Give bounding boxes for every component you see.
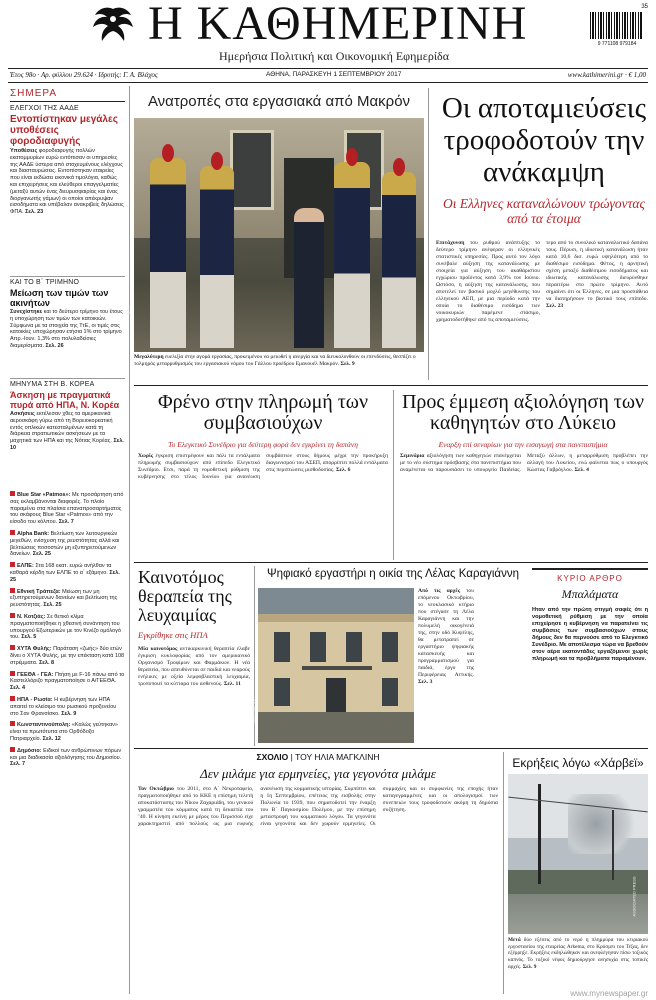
guard-plume [162,144,174,162]
brief-title: ΓΕΕΘΑ - ΓΕΑ: [17,671,54,678]
sidebar-kicker: ΜΗΝΥΜΑ ΣΤΗ Β. ΚΟΡΕΑ [10,381,95,388]
photo-credit: EPA [125,306,131,315]
section-rule [134,385,648,386]
issue-digits: 35 [641,4,648,10]
teachers-story-text: αξιολόγηση των καθηγητών επανέρχεται με το νέο σύστημα πρόσβασης στα πανεπιστήμια που αναμένεται να παρουσιάσει το υπουργείο Παιδείας. Μεταξύ άλλων, η μεταρρύθμιση προβλέπει την αλλαγή του Λυκείου, ενώ φαίνεται πως ο υπουργός Κώστας Γαβρόγλου. [400,453,648,473]
sidebar-label-rule [10,101,125,102]
contracts-story-subtitle: Το Ελεγκτικό Συνέδριο για δεύτερη φορά δεν εγκρίνει τη δαπάνη [168,440,358,449]
sidebar-item-ref: Σελ. 23 [25,209,44,216]
brief-ref: Σελ. 5 [21,634,37,641]
brief-item[interactable] [10,747,125,768]
sidebar-item-tax-evasion[interactable] [10,105,125,216]
brief-item[interactable] [10,721,125,742]
teachers-story-body [400,453,648,558]
info-bar-top-rule [8,68,648,69]
photo-credit: ASSOCIATED PRESS [631,876,637,917]
sidebar-briefs [10,490,125,772]
column-author: ΤΟΥ ΗΛΙΑ ΜΑΓΚΛΙΝΗ [295,752,380,762]
sidebar-separator [10,276,125,277]
phoenix-emblem-icon [90,5,136,45]
guard-plume [346,148,358,166]
sidebar-item-title: Μείωση των τιμών των ακινήτων [10,288,109,308]
sidebar-item-body [10,309,125,350]
house-window [346,632,362,662]
brief-ref: Σελ. 7 [58,519,74,526]
column-body [138,786,498,994]
lab-story-text: του επόμενου Οκτωβρίου, το νεοκλασικό κτήριο που στέγασε τη Λέλα Καραγιάννη και την πολυμελή οικογένειά της, στην οδό Κυψέλης, θα μετατραπεί σε εργαστήριο ψηφιακής κατασκευής και προγραμματισμού για παιδιά, έργο της Περιφέρειας Αττικής. [418,588,474,678]
leukemia-story-title[interactable]: Καινοτόμος θεραπεία της λευχαιμίας [138,567,232,625]
barcode-number: 9 771108 979184 [597,41,637,47]
column-header [138,752,498,762]
sidebar-item-body [10,148,125,216]
brief-ref: Σελ. 9 [61,710,77,717]
brief-item[interactable] [10,645,125,666]
lead-story-text-2: τερο από το συνολικό καταναλωτικό δαπάνα τους. Πέρυσι, η ιδιωτική κατανάλωση ήταν κατά 10,6 δισ. ευρώ υψηλότερη από το διαθέσιμο εισόδημα. Φέτος, η αρνητική σχέση μεταξύ διαθέσιμου εισοδήματος και ιδιωτικής κατανάλωσης διευρύνθηκε περαιτέρω στο πρώτο τρίμηνο. Αυτό σημαίνει ότι οι Έλληνες, σε μια προσπάθεια να διατηρήσουν το βιοτικό τους επίπεδο. [546,240,648,302]
brief-title: ΗΠΑ - Ρωσία: [17,696,53,703]
leukemia-story-ref: Σελ. 11 [223,681,241,687]
section-rule [134,748,648,749]
teachers-story-title[interactable]: Προς έμμεση αξιολόγηση των καθηγητών στο Λύκειο [401,391,645,434]
lab-story-title[interactable]: Ψηφιακό εργαστήρι η οικία της Λέλας Καραγιάννη [267,568,519,580]
lead-story-col1 [436,240,540,324]
sidebar-item-text: φοροδιαφυγής πολλών εκατομμυρίων ευρώ εντόπισαν οι υπηρεσίες της ΑΑΔΕ ύστερα από στοχευμένους ελέγχους και διασταυρώσεις. Εντοπίστηκαν εταιρείες που είναι εκδώσει εικονικά τιμολόγια, καθώς και επιχειρήσεις και ελεύθεροι επαγγελματίες (μεταξύ αυτών ένας διευρυσφαιρίας και ένας διοργανωτής γάμων) οι οποίοι απέκρυψαν εισοδήματα και υπέβαλαν ανακριβείς δηλώσεις ΦΠΑ. [10,148,124,216]
column-divider [393,390,394,560]
barcode [588,4,648,50]
smoke-plume [568,794,638,854]
contracts-story-text: έγκριση επιστρέφουν και πάλι τα εντάλματα πληρωμής συμβασιούχων από επίπεδο Ελεγκτικό Συνέδριο. Ετσι, παρά τη νομοθετική ρύθμιση της κυβέρνησης στο τέλος Ιουνίου για ανανέωση συμβάσεων στους δήμους μέχρι την προκήρυξη διαγωνισμού του ΑΣΕΠ, απορρίπτει πολλά εντάλματα στις περιπτώσεις μισθοδοσίας. [138,453,388,480]
sidebar-item-body [10,411,125,452]
lead-story-title[interactable]: Οι αποταμιεύσεις τροφοδοτούν την ανάκαμψη [441,92,647,188]
column-divider [503,752,504,994]
contracts-story-ref: Σελ. 6 [336,467,351,473]
sidebar-item-ref: Σελ. 26 [45,342,64,349]
brief-body: «Καλώς γεύτηκαν» είναι τα πρωτότυπα στο Ορθόδοξο Πατριαρχείο. [10,722,118,742]
brief-title: Δημόσιο: [17,747,42,754]
lead-story-ref: Σελ. 23 [546,303,564,309]
sidebar-item-title: Εντοπίστηκαν μεγάλες υποθέσεις φοροδιαφυγής [10,114,118,147]
column-kicker: ΣΧΟΛΙΟ [256,752,289,762]
photo-story-title[interactable]: Ανατροπές στα εργασιακά από Μακρόν [147,93,411,110]
column-lead: Τον Οκτώβριο [138,786,174,792]
column-separator: | [290,752,296,762]
guard-plume [211,152,223,170]
brief-ref: Σελ. 12 [42,735,61,742]
fire-story-text: δύο εξέσεις από το νερό η πλημμύρα του κτιριακού εργοστασίου της εταιρείας Arkema, στο Κρόσμπι του Τέξας, δεν εξέρρηξε. Εκρήξεις εκδηλώθηκαν και ανεφλέγησαν πίσω τοξικός καπνός. Το τοξικό νέφος δημιούργησε ανησυχία στις τοπικές αρχές. [508,937,648,970]
brief-body: Μείωση των μη εξυπηρετούμενων δανείων και βελτίωση της ρευστότητας. [10,588,118,609]
sidebar-item-korea[interactable] [10,381,125,452]
sidebar-item-lead: Ασκήσεις [10,411,35,417]
brief-body: Με προσάρτηση από σας εκλαμβάνονται διαφορές. Το πλοίο παραμένει στα πλαίσια επαναπροσαρτήματος του σκάφους Blue Star «Patmos» από την είσοδο του κόλπου. [10,492,124,526]
macron-guard-photo [125,118,424,352]
brief-body: Παράταση «ζωής» δύο ετών δίνει ο ΧΥΤΑ Φυλής, με την επέκταση κατά 108 στρέμματα. [10,646,125,666]
guard-figure [334,162,370,348]
brief-ref: Σελ. 25 [43,602,62,609]
sidebar-item-ref: Σελ. 10 [10,438,124,451]
lab-story-body [418,588,474,686]
house-window [310,632,326,662]
contracts-story-lead: Χωρίς [138,453,154,459]
fire-story-lead: Μετά [508,937,521,943]
barcode-bars [590,12,642,39]
leukemia-story-body [138,646,250,688]
leukemia-story-subtitle: Εγκρίθηκε στις ΗΠΑ [138,630,208,640]
brief-title: ΧΥΤΑ Φυλής: [17,646,52,653]
info-bar-bottom-rule [8,82,648,83]
sidebar-item-lead: Υποθέσεις [10,148,38,154]
sidebar-kicker: ΚΑΙ ΤΟ Β΄ ΤΡΙΜΗΝΟ [10,279,80,286]
site-price: www.kathimerini.gr · € 1,00 [567,71,646,79]
guard-figure [150,158,186,348]
brief-title: Εθνική Τράπεζα: [17,588,61,595]
fire-story-ref: Σελ. 9 [522,963,537,970]
brief-item[interactable] [10,613,125,641]
brief-item[interactable] [10,696,125,717]
brief-title: ΕΛΠΕ: [17,563,34,570]
fire-story-body [508,937,648,995]
house-door [326,678,346,712]
teachers-story-subtitle: Εναρξη επί σεναρίων για την εισαγωγή στα πανεπιστήμια [438,440,608,449]
brief-ref: Σελ. 4 [10,685,26,692]
teachers-story-ref: Σελ. 4 [574,467,589,473]
house-window [382,632,398,662]
contracts-story-title[interactable]: Φρένο στην πληρωμή των συμβασιούχων [157,391,368,434]
sidebar-item-text: και το δεύτερο τρίμηνο του έτους η υποχώρηση των τιμών των κατοικιών. Σύμφωνα με τα στοιχεία της ΤτΕ, οι τιμές στις κατοικίες υποχώρησαν ετήσια 1% στο τρίμηνο Απρ.-Ιουν. 1,3% στο πολυλαδείσιες διαμερίσματα. [10,309,123,349]
newspaper-subtitle: Ημερήσια Πολιτική και Οικονομική Εφημερίδα [218,49,450,63]
leukemia-story-lead: Μία καινοτόμος [138,646,178,652]
brief-title: Κωνσταντινούπολη: [17,722,71,729]
photo-caption-ref: Σελ. 9 [340,360,355,367]
brief-item[interactable] [10,671,125,692]
sidebar-item-title: Άσκηση με πραγματικά πυρά από ΗΠΑ, Ν. Κορέα [10,390,120,410]
brief-item[interactable] [10,491,125,526]
lab-story-ref: Σελ. 3 [418,679,433,685]
guard-figure [200,166,234,348]
photo-credit: ΚΑΘΗΜΕΡΙΝΗ [250,697,256,724]
macron-figure [294,208,324,348]
house-roof [258,614,414,622]
column-text: του 2011, στο Α΄ Νεκροταφείο, πραγματοποιήθηκε από το ΚΚΕ η επίσημη τελετή αποκατάστασης του Νίκου Ζαχαριάδη, του γενικού γραμματέα του κόμματος κατά τη δεκαετία του ’40. Η κίνηση εκείνη με μέρος του Περισσού είχε χαρακτηριστεί από πολλούς ως μια ευφυής ανανέωση της κομματικής ιστορίας. Συμπίπτει και η 1η Σεπτεμβρίου, επέτειος της εισβολής στην Πολωνία το 1939, που σηματοδοτεί την έναρξη του Β΄ Παγκοσμίου Πολέμου, με την επίσημη μεταστροφή του κομματικού λόγου. [138,786,376,827]
brief-body: Σε θετικό κλίμα πραγματοποιήθηκε η χθεσινή συνάντηση του υπουργού Εξωτερικών με τον Κινέζο ομόλογό του. [10,613,121,641]
brief-ref: Σελ. 25 [10,569,120,583]
sidebar-divider [129,86,130,994]
brief-title: Alpha Bank: [17,530,50,537]
house-window [274,632,290,662]
lab-story-lead: Από τις αρχές [418,588,461,594]
column-text-2: Τα γεγονότα είναι γεγονότα και δεν χωρούν ερμηνείες. Οι συμμαχίες και οι συμφωνίες της εποχής ήταν καταγεγραμμένες και οι απολογισμοί των συνεπειών τους τροφοδοτούν ακόμη τη δημόσια συζήτηση. [260,786,498,827]
teachers-story-lead: Σεμινάρια [400,453,425,459]
brief-body: Στα 168 εκατ. ευρώ ανήλθαν τα καθαρά κέρδη των ΕΛΠΕ το α΄ εξάμηνο. [10,563,112,576]
flood-water [508,894,648,934]
sidebar-item-lead: Συνεχίστηκε [10,309,43,315]
house-window [382,678,398,706]
sidebar-separator [10,378,125,379]
photo-caption-lead: Μεγαλύτερη [134,354,164,360]
brief-body: Πτήση με F-16 πάνω από το Καστελλόριζο πραγματοποίησε ο Α/ΓΕΕΘΑ. [10,671,125,685]
flood-smoke-photo [508,774,648,934]
fire-story-title[interactable]: Εκρήξεις λόγω «Χάρβεϊ» [512,756,644,770]
house-balcony [302,666,372,670]
contracts-story-body [138,453,388,558]
neoclassical-house-photo [250,588,414,743]
editorial-box[interactable] [532,568,648,744]
brief-item[interactable] [10,530,125,558]
brief-title: Ν. Κοτζιάς: [17,613,46,620]
brief-body: Η κυβέρνηση των ΗΠΑ απαιτεί το κλείσιμο του ρωσικού προξενείου στο Σαν Φρανσίσκο. [10,696,117,717]
lead-story-text: του ρυθμού ανάπτυξης το δεύτερο τρίμηνο ανέφεραν οι ελληνικές στατιστικές υπηρεσίες. Προς αυτό τον λόγο συνέβαλε αύξηση της κατανάλωσης με στοιχεία για αύξηση του ακαθάριστου εγχώριου προϊόντος κατά 3,9% τον Ιούνιο. Ωστόσο, η αύξηση της κατανάλωσης, που αποτελεί τον βασικό μοχλό μεγέθυνσης του ελληνικού ΑΕΠ, με μια περίοδο κατά την οποία το διαθέσιμο εισόδημα των νοικοκυριών παρέμενε στάσιμο, χρηματοδοτήθηκε από τις αποταμιεύσεις. [436,240,540,323]
brief-body: Ειδικοί των ανθρώπινων πόρων και μια διαδικασία αξιολόγησης του Δημοσίου. [10,747,122,761]
sidebar-item-property-prices[interactable] [10,279,125,350]
brief-title: Blue Star «Patmos»: [17,492,71,498]
brief-item[interactable] [10,588,125,609]
guard-plume [393,158,405,176]
dateline: ΑΘΗΝΑ, ΠΑΡΑΣΚΕΥΗ 1 ΣΕΠΤΕΜΒΡΙΟΥ 2017 [266,71,402,78]
photo-caption-text: ευελιξία στην αγορά εργασίας, προκειμένου να μειωθεί η ανεργία και να διευκολυνθούν οι επενδύσεις, θεσπίζει ο τολμηρός μεταρρυθμισμός του εργασιακού νόμου του Γάλλου προέδρου Εμανουέλ Μακρόν. [134,354,416,367]
guard-figure [382,172,416,348]
site-watermark: www.mynewspaper.gr [570,989,648,998]
sidebar-kicker: ΕΛΕΓΧΟΙ ΤΗΣ ΑΑΔΕ [10,105,79,112]
brief-ref: Σελ. 7 [10,761,26,768]
brief-body: Βελτίωση των λειτουργικών μεγεθών, ενίσχυση της ρευστότητας αλλά και βελτιώσεις ποσοστών μη εξυπηρετούμενων δανείων. [10,530,120,558]
brief-item[interactable] [10,562,125,583]
lead-story-col2 [546,240,648,310]
column-title[interactable]: Δεν μιλάμε για ερμηνείες, για γεγονότα μιλάμε [200,766,436,781]
masthead [0,0,656,68]
brief-ref: Σελ. 25 [32,551,51,558]
editorial-kicker: ΚΥΡΙΟ ΑΡΘΡΟ [557,574,623,583]
column-divider [428,88,429,380]
brief-ref: Σελ. 8 [39,659,55,666]
issue-info: Έτος 98ο · Αρ. φύλλου 29.624 · Ιδρυτής: Γ. Α. Βλάχος [10,71,158,79]
leukemia-story-text: αντικαρκινική θεραπεία έλαβε έγκριση κυκλοφορίας από τον αμερικανικό Οργανισμό Τροφίμων και Φαρμάκων. Η νέα θεραπεία, που απευθύνεται σε παιδιά και νεαρούς ενήλικες με οξεία λεμφοβλαστική λευχαιμία, τροποποιεί τα κύτταρα του ασθενούς. [138,646,250,687]
editorial-body: Ηταν από την πρώτη στιγμή σαφές ότι η νομοθετική ρύθμιση με την οποία επιχείρησε η κυβέρνηση να παρατείνει τις συμβάσεις των συμβασιούχων στους δήμους δεν θα περνούσε από το Ελεγκτικό Συνέδριο. Με αποτέλεσμα τώρα να βρεθούν στον αέρα εκατοντάδες εργαζόμενοι χωρίς πληρωμή και τα προβλήματα παραμένουν. [532,607,648,662]
sidebar-label: ΣΗΜΕΡΑ [10,88,58,99]
lead-story-lead: Επιτάχυνση [436,240,465,246]
lead-story-subtitle: Οι Ελληνες καταναλώνουν τρώγοντας από τα έτοιμα [443,196,645,226]
power-pole [612,810,614,880]
sidebar-item-text: εκτέλεσαν χθες τα αμερικανικά αεροσκάφη γύρω από τη Βορειοκορεατική εντός οπλικών κατεσταλμένων κατά τη διάρκεια στρατιωτικών ασκήσεων με τα μαχητικά των ΗΠΑ και της Νότιας Κορέας. [10,411,113,445]
newspaper-title: Η ΚΑΘΗΜΕΡΙΝΗ [148,0,528,50]
section-rule [134,562,648,563]
photo-caption [134,354,424,368]
house-window [274,678,290,706]
window [230,130,274,210]
editorial-title: Μπαλάματα [561,587,619,601]
